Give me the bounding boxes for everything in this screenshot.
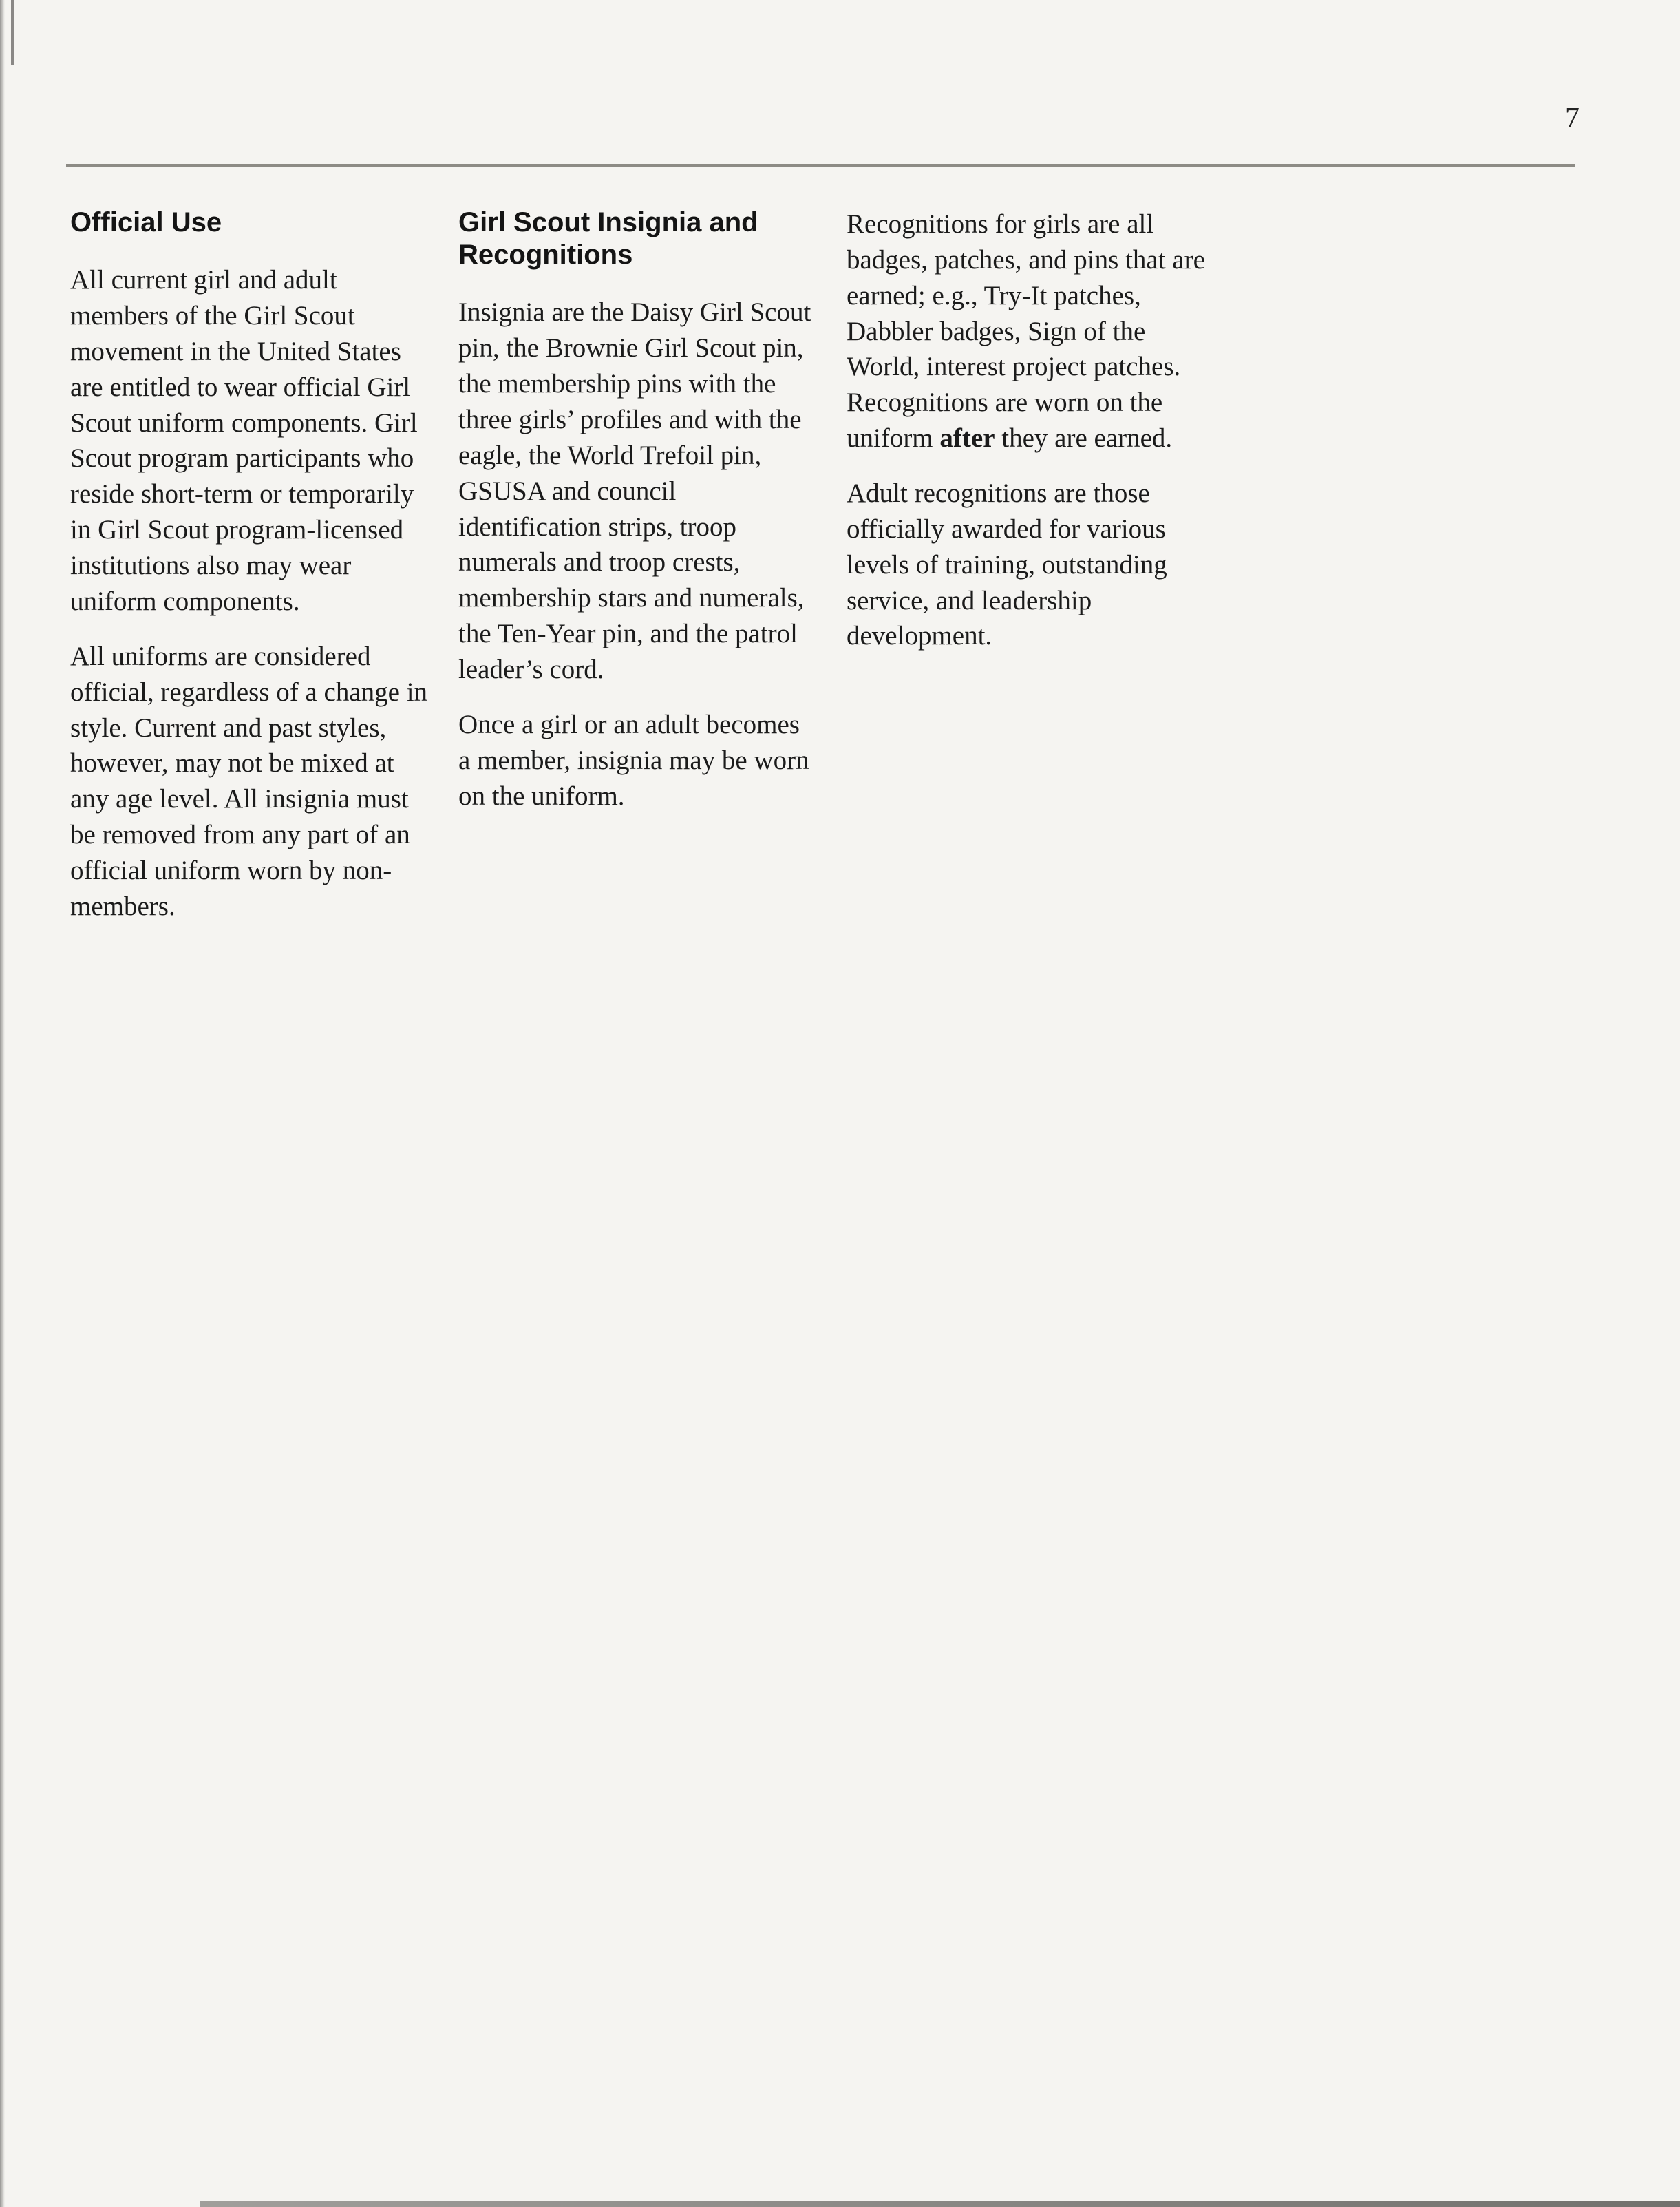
heading-official-use: Official Use bbox=[70, 207, 222, 237]
paragraph: All uniforms are considered official, regardless of a change in style. Current and past styles, however, may not be mixed at any age level. All insignia must be removed from any part of an official uniform worn by non-members. bbox=[70, 641, 428, 921]
page-number: 7 bbox=[1565, 103, 1580, 134]
header-rule bbox=[66, 164, 1575, 167]
paragraph: Adult recognitions are those officially awarded for various levels of training, outstanding service, and leadership development. bbox=[847, 478, 1167, 651]
paragraph bbox=[847, 207, 1206, 456]
scan-artifact-topleft bbox=[11, 0, 14, 65]
heading-insignia-recognitions: Girl Scout Insignia and Recognitions bbox=[458, 207, 758, 271]
scan-artifact-bottom-edge bbox=[200, 2201, 1680, 2207]
paragraph: Once a girl or an adult becomes a member, insignia may be worn on the uniform. bbox=[458, 709, 809, 811]
paragraph-text: they are earned. bbox=[995, 423, 1173, 454]
scan-artifact-left-edge bbox=[0, 0, 5, 2207]
column-official-use bbox=[70, 207, 429, 944]
column-recognitions-continued bbox=[847, 207, 1206, 944]
bold-word-after: after bbox=[939, 423, 995, 454]
text-columns bbox=[70, 207, 1204, 944]
paragraph-text: Recognitions for girls are all badges, patches, and pins that are earned; e.g., Try-It patches, Dabbler badges, Sign of the World, interest project patches. Recognitions are worn on the uniform bbox=[847, 209, 1205, 454]
column-insignia-recognitions bbox=[458, 207, 818, 944]
paragraph: Insignia are the Daisy Girl Scout pin, the Brownie Girl Scout pin, the membership pins with the three girls’ profiles and with the eagle, the World Trefoil pin, GSUSA and council identification strips, troop numerals and troop crests, membership stars and numerals, the Ten-Year pin, and the patrol leader’s cord. bbox=[458, 297, 811, 684]
paragraph: All current girl and adult members of the Girl Scout movement in the United States are entitled to wear official Girl Scout uniform components. Girl Scout program participants who reside short-term or temporarily in Girl Scout program-licensed institutions also may wear uniform components. bbox=[70, 265, 418, 616]
